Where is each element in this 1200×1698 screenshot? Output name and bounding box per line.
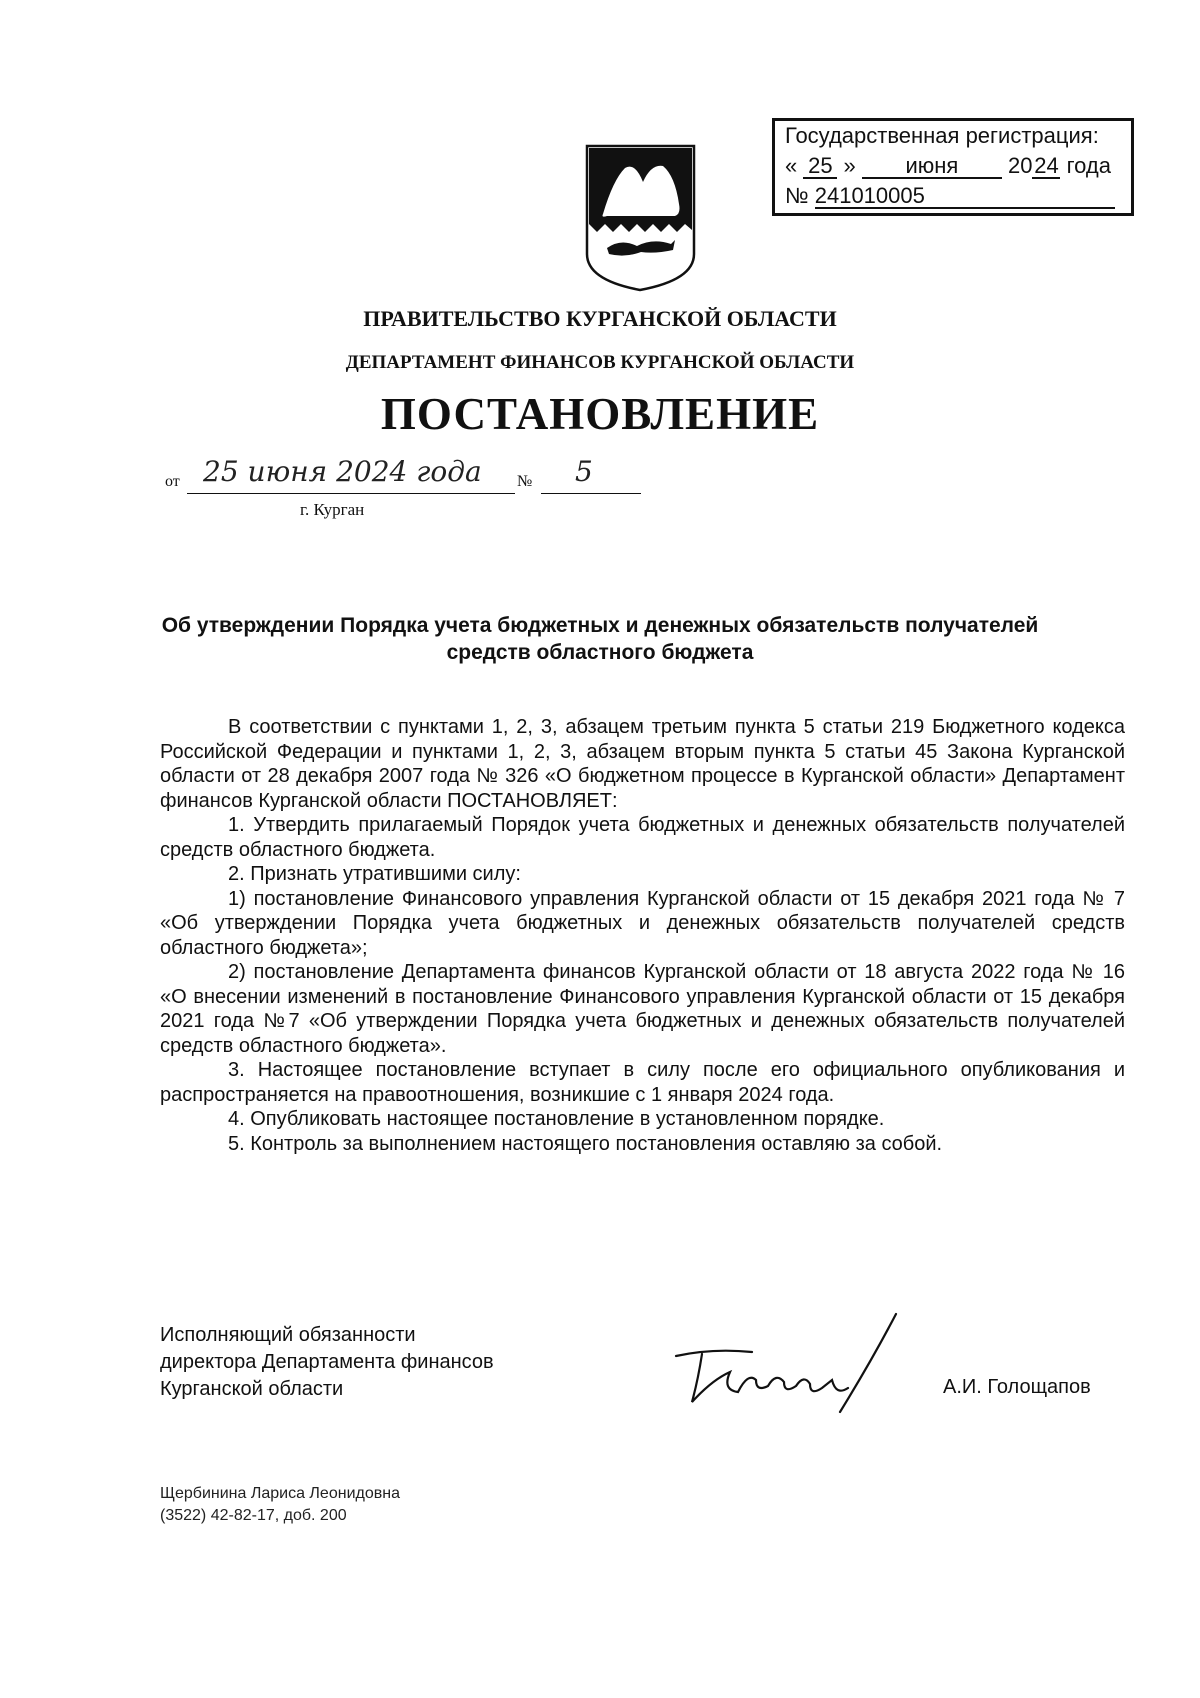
contact-name: Щербинина Лариса Леонидовна — [160, 1485, 400, 1502]
date-number-line — [165, 455, 645, 495]
registration-month: июня — [862, 154, 1002, 179]
handwritten-number: 5 — [575, 455, 593, 488]
contact-phone: (3522) 42-82-17, доб. 200 — [160, 1507, 347, 1524]
government-title: ПРАВИТЕЛЬСТВО КУРГАНСКОЙ ОБЛАСТИ — [363, 306, 837, 331]
body-paragraph-4: 4. Опубликовать настоящее постановление в установленном порядке. — [228, 1108, 885, 1130]
document-body — [160, 715, 1125, 1156]
registration-number: 241010005 — [815, 184, 1115, 209]
signer-position: Исполняющий обязанности директора Департамента финансов Курганской области — [160, 1324, 494, 1400]
signer-name: А.И. Голощапов — [943, 1376, 1091, 1398]
body-paragraph-1: 1. Утвердить прилагаемый Порядок учета бюджетных и денежных обязательств получателей средств областного бюджета. — [160, 814, 1125, 861]
registration-day: 25 — [803, 154, 837, 179]
body-paragraph-3: 3. Настоящее постановление вступает в силу после его официального опубликования и распространяется на правоотношения, возникшие с 1 января 2024 года. — [160, 1059, 1125, 1106]
city-label: г. Курган — [300, 500, 365, 519]
contact-info — [160, 1483, 400, 1527]
number-label: № — [517, 473, 533, 490]
from-label: от — [165, 473, 180, 490]
body-paragraph-2-1: 1) постановление Финансового управления Курганской области от 15 декабря 2021 года № 7 «Об утверждении Порядка учета бюджетных и денежных обязательств получателей средств областного бюджета»; — [160, 887, 1125, 959]
registration-year: 24 — [1034, 153, 1059, 178]
document-subject: Об утверждении Порядка учета бюджетных и денежных обязательств получателей средств областного бюджета — [161, 614, 1039, 664]
department-title: ДЕПАРТАМЕНТ ФИНАНСОВ КУРГАНСКОЙ ОБЛАСТИ — [345, 352, 855, 373]
handwritten-date: 25 июня 2024 года — [203, 455, 482, 488]
registration-title: Государственная регистрация: — [785, 123, 1099, 148]
document-type-title: ПОСТАНОВЛЕНИЕ — [380, 389, 820, 439]
body-paragraph-5: 5. Контроль за выполнением настоящего постановления оставляю за собой. — [228, 1132, 943, 1155]
body-paragraph-preamble: В соответствии с пунктами 1, 2, 3, абзацем третьим пункта 5 статьи 219 Бюджетного кодекса Российской Федерации и пунктами 1, 2, 3, абзацем вторым пункта 5 статьи 45 Закона Курганской области от 28 декабря 2007 года № 326 «О бюджетном процессе в Курганской области» Департамент финансов Курганской области ПОСТАНОВЛЯЕТ: — [160, 716, 1125, 812]
handwritten-signature — [672, 1310, 912, 1420]
number-underline — [541, 493, 641, 494]
registration-number-line: № 241010005 — [785, 183, 1125, 209]
body-paragraph-2-2: 2) постановление Департамента финансов Курганской области от 18 августа 2022 года № 16 «О внесении изменений в постановление Финансового управления Курганской области от 15 декабря 2021 года №7 «Об утверждении Порядка учета бюджетных и денежных обязательств получателей средств областного бюджета». — [160, 961, 1125, 1057]
registration-stamp — [772, 118, 1134, 216]
registration-date-line: « 25 » июня 2024 года — [785, 153, 1111, 178]
body-paragraph-2: 2. Признать утратившими силу: — [228, 863, 521, 885]
date-underline — [187, 493, 515, 494]
coat-of-arms-icon — [583, 142, 698, 292]
